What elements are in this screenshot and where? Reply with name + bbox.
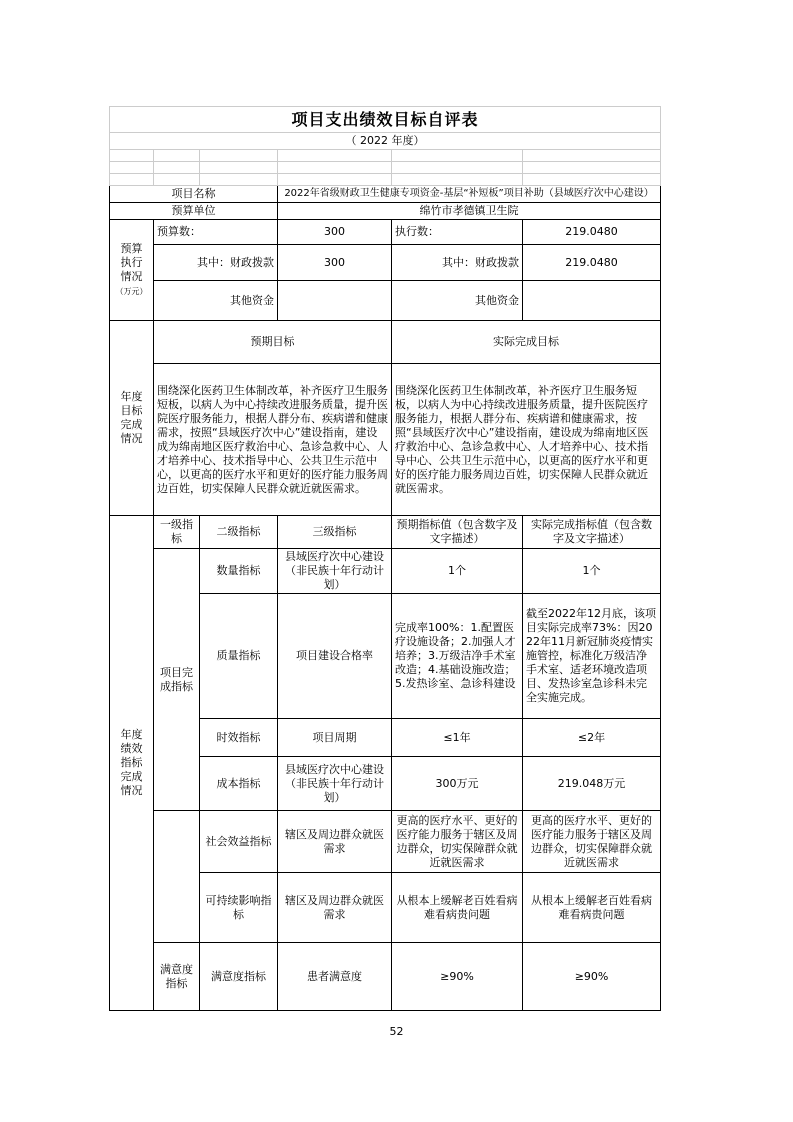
other-funds-exec-label: 其他资金 — [392, 281, 523, 321]
expected-goal-text: 围绕深化医药卫生体制改革，补齐医疗卫生服务短板，以病人为中心持续改进服务质量，提升医院医疗服务能力，根据人群分布、疾病谱和健康需求，按照“县域医疗次中心”建设指南，建设成为绵南地区医疗救治中心、急诊急救中心、人才培养中心、技术指导中心、公共卫生示范中心，以更高的医疗水平和更好的医疗能力服务周边百姓，切实保障人民群众就近就医需求。 — [154, 364, 392, 516]
fiscal-exec-value: 219.0480 — [523, 245, 661, 281]
expected-goal-header: 预期目标 — [154, 321, 392, 364]
row-level2: 满意度指标 — [200, 943, 278, 1011]
actual-goal-text: 围绕深化医药卫生体制改革，补齐医疗卫生服务短板，以病人为中心持续改进服务质量，提升医院医疗服务能力，根据人群分布、疾病谱和健康需求，按照“县域医疗次中心”建设指南，建设成为绵南地区医疗救治中心、急诊急救中心、人才培养中心、技术指导中心、公共卫生示范中心，以更高的医疗水平和更好的医疗能力服务周边百姓，切实保障人民群众就近就医需求。 — [392, 364, 661, 516]
execution-amount-label: 执行数： — [392, 220, 523, 245]
other-funds-label: 其他资金 — [154, 281, 278, 321]
budget-execution-title: 预算执行情况 — [120, 241, 143, 283]
execution-amount-value: 219.0480 — [523, 220, 661, 245]
row-level3: 患者满意度 — [278, 943, 392, 1011]
row-expected: ≥90% — [392, 943, 523, 1011]
header-level3: 三级指标 — [278, 516, 392, 549]
row-expected: 从根本上缓解老百姓看病难看病贵问题 — [392, 873, 523, 943]
table-row — [110, 943, 661, 1011]
fiscal-budget-label: 其中：财政拨款 — [154, 245, 278, 281]
header-level1: 一级指标 — [154, 516, 200, 549]
row-level2: 成本指标 — [200, 757, 278, 811]
row-expected: 1个 — [392, 549, 523, 594]
row-expected: ≤1年 — [392, 719, 523, 757]
row-actual: 更高的医疗水平、更好的医疗能力服务于辖区及周边群众，切实保障群众就近就医需求 — [523, 811, 661, 873]
page-number: 52 — [389, 1025, 404, 1038]
row-level3: 项目周期 — [278, 719, 392, 757]
row-actual: 截至2022年12月底，该项目实际完成率73%：因2022年11月新冠肺炎疫情实施管控，标准化万级洁净手术室、适老环境改造项目、发热诊室急诊科未完全实施完成。 — [523, 594, 661, 719]
row-level3: 辖区及周边群众就医需求 — [278, 873, 392, 943]
budget-amount-value: 300 — [278, 220, 392, 245]
indicator-section-title: 年度绩效指标完成情况 — [120, 728, 143, 797]
year-label: （ 2022 年度） — [110, 133, 661, 150]
header-expected: 预期指标值（包含数字及文字描述） — [392, 516, 523, 549]
row-actual: 219.048万元 — [523, 757, 661, 811]
row-actual: ≤2年 — [523, 719, 661, 757]
project-name-value: 2022年省级财政卫生健康专项资金-基层“补短板”项目补助（县域医疗次中心建设） — [278, 186, 661, 203]
annual-goal-title: 年度目标完成情况 — [120, 390, 143, 445]
row-expected: 完成率100%：1.配置医疗设施设备；2.加强人才培养；3.万级洁净手术室改造；4.基础设施改造；5.发热诊室、急诊科建设 — [392, 594, 523, 719]
fiscal-exec-label: 其中：财政拨款 — [392, 245, 523, 281]
project-name-label: 项目名称 — [110, 186, 278, 203]
other-funds-value — [278, 281, 392, 321]
row-level3: 县域医疗次中心建设（非民族十年行动计划） — [278, 549, 392, 594]
row-level3: 辖区及周边群众就医需求 — [278, 811, 392, 873]
table-row — [110, 549, 661, 594]
annual-goal-label — [110, 321, 154, 516]
self-evaluation-table — [109, 106, 661, 1011]
budget-execution-label — [110, 220, 154, 321]
header-actual: 实际完成指标值（包含数字及文字描述） — [523, 516, 661, 549]
row-expected: 更高的医疗水平、更好的医疗能力服务于辖区及周边群众，切实保障群众就近就医需求 — [392, 811, 523, 873]
table-row — [110, 811, 661, 873]
budget-unit-value: 绵竹市孝德镇卫生院 — [278, 203, 661, 220]
group-benefit-label — [154, 811, 200, 943]
group-satisfaction-label: 满意度指标 — [154, 943, 200, 1011]
fiscal-budget-value: 300 — [278, 245, 392, 281]
other-funds-exec-value — [523, 281, 661, 321]
row-expected: 300万元 — [392, 757, 523, 811]
row-level2: 时效指标 — [200, 719, 278, 757]
header-level2: 二级指标 — [200, 516, 278, 549]
page-title: 项目支出绩效目标自评表 — [110, 107, 661, 133]
budget-unit-note: （万元） — [115, 286, 148, 296]
row-level3: 县域医疗次中心建设（非民族十年行动计划） — [278, 757, 392, 811]
row-level2: 质量指标 — [200, 594, 278, 719]
actual-goal-header: 实际完成目标 — [392, 321, 661, 364]
row-level2: 可持续影响指标 — [200, 873, 278, 943]
row-actual: 1个 — [523, 549, 661, 594]
row-level2: 社会效益指标 — [200, 811, 278, 873]
budget-amount-label: 预算数： — [154, 220, 278, 245]
budget-unit-label: 预算单位 — [110, 203, 278, 220]
row-level3: 项目建设合格率 — [278, 594, 392, 719]
row-level2: 数量指标 — [200, 549, 278, 594]
indicator-section-label — [110, 516, 154, 1011]
row-actual: 从根本上缓解老百姓看病难看病贵问题 — [523, 873, 661, 943]
group-output-label: 项目完成指标 — [154, 549, 200, 811]
row-actual: ≥90% — [523, 943, 661, 1011]
